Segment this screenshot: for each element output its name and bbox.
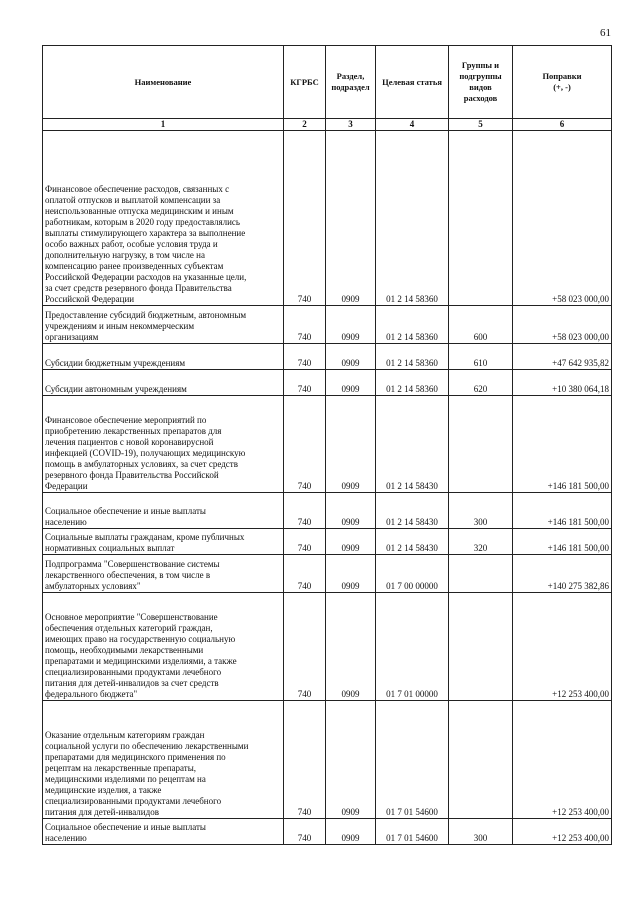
row-expense-group: 300: [449, 493, 513, 529]
row-name-line: специализированными продуктами лечебного: [45, 796, 222, 806]
row-name-line: Российской Федерации расходов на указанные цели,: [45, 272, 247, 282]
row-name-line: за счет средств резервного фонда Правительства: [45, 283, 232, 293]
header-name: [43, 46, 284, 119]
row-amount: +12 253 400,00: [513, 819, 612, 845]
table-row: [43, 819, 612, 845]
row-kgrbs: 740: [284, 819, 326, 845]
header-line: Группы и: [461, 60, 500, 70]
row-name-line: Субсидии автономным учреждениям: [45, 384, 187, 394]
row-name-line: Основное мероприятие "Совершенствование: [45, 612, 218, 622]
table-row: [43, 131, 612, 306]
row-name: [43, 819, 284, 845]
row-name-line: Подпрограмма "Совершенствование системы: [45, 559, 220, 569]
row-expense-group: [449, 701, 513, 819]
row-name-line: работникам, которым в 2020 году предоставлялись: [45, 217, 241, 227]
budget-amendments-table: [42, 45, 612, 845]
row-amount: +146 181 500,00: [513, 529, 612, 555]
row-name-line: приобретению лекарственных препаратов для: [45, 426, 222, 436]
table-row: [43, 555, 612, 593]
header-line: видов: [469, 82, 492, 92]
row-name-line: рецептам на лекарственные препараты,: [45, 763, 197, 773]
row-target-article: 01 7 01 54600: [376, 701, 449, 819]
row-amount: +58 023 000,00: [513, 131, 612, 306]
row-name-line: Социальное обеспечение и иные выплаты: [45, 822, 206, 832]
row-kgrbs: 740: [284, 529, 326, 555]
row-expense-group: 620: [449, 370, 513, 396]
row-name: [43, 306, 284, 344]
column-number: 4: [376, 119, 449, 131]
row-target-article: 01 2 14 58360: [376, 370, 449, 396]
header-line: Поправки: [542, 71, 582, 81]
row-name-line: Субсидии бюджетным учреждениям: [45, 358, 186, 368]
row-target-article: 01 7 01 54600: [376, 819, 449, 845]
row-target-article: 01 7 01 00000: [376, 593, 449, 701]
column-number-row: [43, 119, 612, 131]
row-name-line: дополнительную нагрузку, в том числе на: [45, 250, 205, 260]
row-name-line: федерального бюджета": [45, 689, 138, 699]
header-section: [326, 46, 376, 119]
row-kgrbs: 740: [284, 370, 326, 396]
row-kgrbs: 740: [284, 493, 326, 529]
header-target-article: [376, 46, 449, 119]
table-row: [43, 701, 612, 819]
row-name-line: Предоставление субсидий бюджетным, автономным: [45, 310, 247, 320]
header-kgrbs: [284, 46, 326, 119]
row-name: [43, 701, 284, 819]
row-name-line: Социальное обеспечение и иные выплаты: [45, 506, 206, 516]
row-amount: +47 642 935,82: [513, 344, 612, 370]
row-amount: +12 253 400,00: [513, 701, 612, 819]
row-name-line: лекарственного обеспечения, в том числе в: [45, 570, 211, 580]
column-number: 2: [284, 119, 326, 131]
row-kgrbs: 740: [284, 131, 326, 306]
row-amount: +146 181 500,00: [513, 396, 612, 493]
row-name-line: нормативных социальных выплат: [45, 543, 175, 553]
header-line: (+, -): [553, 82, 571, 92]
row-section: 0909: [326, 701, 376, 819]
row-kgrbs: 740: [284, 593, 326, 701]
row-section: 0909: [326, 529, 376, 555]
row-kgrbs: 740: [284, 555, 326, 593]
row-name-line: медицинскими изделиями по рецептам на: [45, 774, 206, 784]
table-body: [43, 131, 612, 845]
row-amount: +146 181 500,00: [513, 493, 612, 529]
table-row: [43, 396, 612, 493]
header-line: Целевая статья: [382, 76, 442, 87]
row-name-line: резервного фонда Правительства Российской: [45, 470, 219, 480]
table-row: [43, 493, 612, 529]
row-name-line: медицинские изделия, а также: [45, 785, 162, 795]
row-expense-group: [449, 131, 513, 306]
row-section: 0909: [326, 131, 376, 306]
row-name-line: неиспользованные отпуска медицинским и иным: [45, 206, 234, 216]
row-name: [43, 396, 284, 493]
row-expense-group: 300: [449, 819, 513, 845]
header-line: КГРБС: [290, 76, 319, 87]
row-expense-group: 610: [449, 344, 513, 370]
row-name-line: учреждениям и иным некоммерческим: [45, 321, 195, 331]
row-name: [43, 131, 284, 306]
row-name-line: амбулаторных условиях": [45, 581, 141, 591]
column-number: 6: [513, 119, 612, 131]
row-expense-group: [449, 555, 513, 593]
row-target-article: 01 7 00 00000: [376, 555, 449, 593]
row-section: 0909: [326, 344, 376, 370]
row-name-line: препаратами и медицинскими изделиями, а также: [45, 656, 237, 666]
row-name-line: Финансовое обеспечение расходов, связанных с: [45, 184, 230, 194]
row-section: 0909: [326, 396, 376, 493]
row-expense-group: [449, 593, 513, 701]
table-row: [43, 529, 612, 555]
row-target-article: 01 2 14 58360: [376, 306, 449, 344]
header-line: расходов: [463, 93, 498, 103]
row-section: 0909: [326, 370, 376, 396]
page-number: 61: [600, 27, 611, 39]
row-target-article: 01 2 14 58430: [376, 529, 449, 555]
row-name-line: организациям: [45, 332, 99, 342]
table-row: [43, 370, 612, 396]
row-name-line: компенсацию ранее произведенных субъектам: [45, 261, 224, 271]
row-section: 0909: [326, 555, 376, 593]
row-name-line: Российской Федерации: [45, 294, 135, 304]
row-section: 0909: [326, 306, 376, 344]
row-target-article: 01 2 14 58360: [376, 344, 449, 370]
row-name-line: особо важных работ, особые условия труда и: [45, 239, 218, 249]
row-kgrbs: 740: [284, 306, 326, 344]
row-expense-group: [449, 396, 513, 493]
column-number: 1: [43, 119, 284, 131]
header-line: Раздел,: [336, 71, 365, 81]
row-section: 0909: [326, 493, 376, 529]
header-line: подраздел: [331, 82, 370, 92]
row-expense-group: 600: [449, 306, 513, 344]
row-amount: +12 253 400,00: [513, 593, 612, 701]
row-name-line: Федерации: [45, 481, 88, 491]
row-expense-group: 320: [449, 529, 513, 555]
row-section: 0909: [326, 819, 376, 845]
row-target-article: 01 2 14 58430: [376, 493, 449, 529]
row-amount: +58 023 000,00: [513, 306, 612, 344]
table-header-row: [43, 46, 612, 119]
row-name-line: лечения пациентов с новой коронавирусной: [45, 437, 214, 447]
header-amendments: [513, 46, 612, 119]
row-name-line: населению: [45, 833, 87, 843]
row-name-line: выплаты стимулирующего характера за выполнение: [45, 228, 246, 238]
table-row: [43, 593, 612, 701]
row-kgrbs: 740: [284, 701, 326, 819]
row-name-line: помощь в амбулаторных условиях, за счет средств: [45, 459, 238, 469]
row-name-line: специализированными продуктами лечебного: [45, 667, 222, 677]
row-name-line: инфекцией (COVID-19), получающих медицинскую: [45, 448, 246, 458]
row-name-line: имеющих право на государственную социальную: [45, 634, 236, 644]
row-name-line: оплатой отпусков и выплатой компенсации за: [45, 195, 221, 205]
row-name: [43, 493, 284, 529]
row-target-article: 01 2 14 58430: [376, 396, 449, 493]
header-line: Наименование: [134, 76, 192, 87]
row-name: [43, 529, 284, 555]
row-name-line: Социальные выплаты гражданам, кроме публичных: [45, 532, 245, 542]
row-name-line: питания для детей-инвалидов: [45, 807, 159, 817]
row-name-line: препаратами для медицинского применения по: [45, 752, 226, 762]
table-row: [43, 344, 612, 370]
row-name-line: помощь, необходимыми лекарственными: [45, 645, 204, 655]
row-kgrbs: 740: [284, 396, 326, 493]
row-name-line: обеспечения отдельных категорий граждан,: [45, 623, 213, 633]
row-kgrbs: 740: [284, 344, 326, 370]
column-number: 5: [449, 119, 513, 131]
row-amount: +10 380 064,18: [513, 370, 612, 396]
table-row: [43, 306, 612, 344]
row-name-line: Финансовое обеспечение мероприятий по: [45, 415, 207, 425]
row-name: [43, 593, 284, 701]
row-name-line: питания для детей-инвалидов за счет средств: [45, 678, 219, 688]
row-target-article: 01 2 14 58360: [376, 131, 449, 306]
row-name: [43, 370, 284, 396]
header-line: подгруппы: [459, 71, 502, 81]
row-name: [43, 344, 284, 370]
row-name-line: социальной услуги по обеспечению лекарственными: [45, 741, 249, 751]
row-name: [43, 555, 284, 593]
row-section: 0909: [326, 593, 376, 701]
row-name-line: населению: [45, 517, 87, 527]
row-amount: +140 275 382,86: [513, 555, 612, 593]
row-name-line: Оказание отдельным категориям граждан: [45, 730, 205, 740]
header-expense-groups: [449, 46, 513, 119]
column-number: 3: [326, 119, 376, 131]
